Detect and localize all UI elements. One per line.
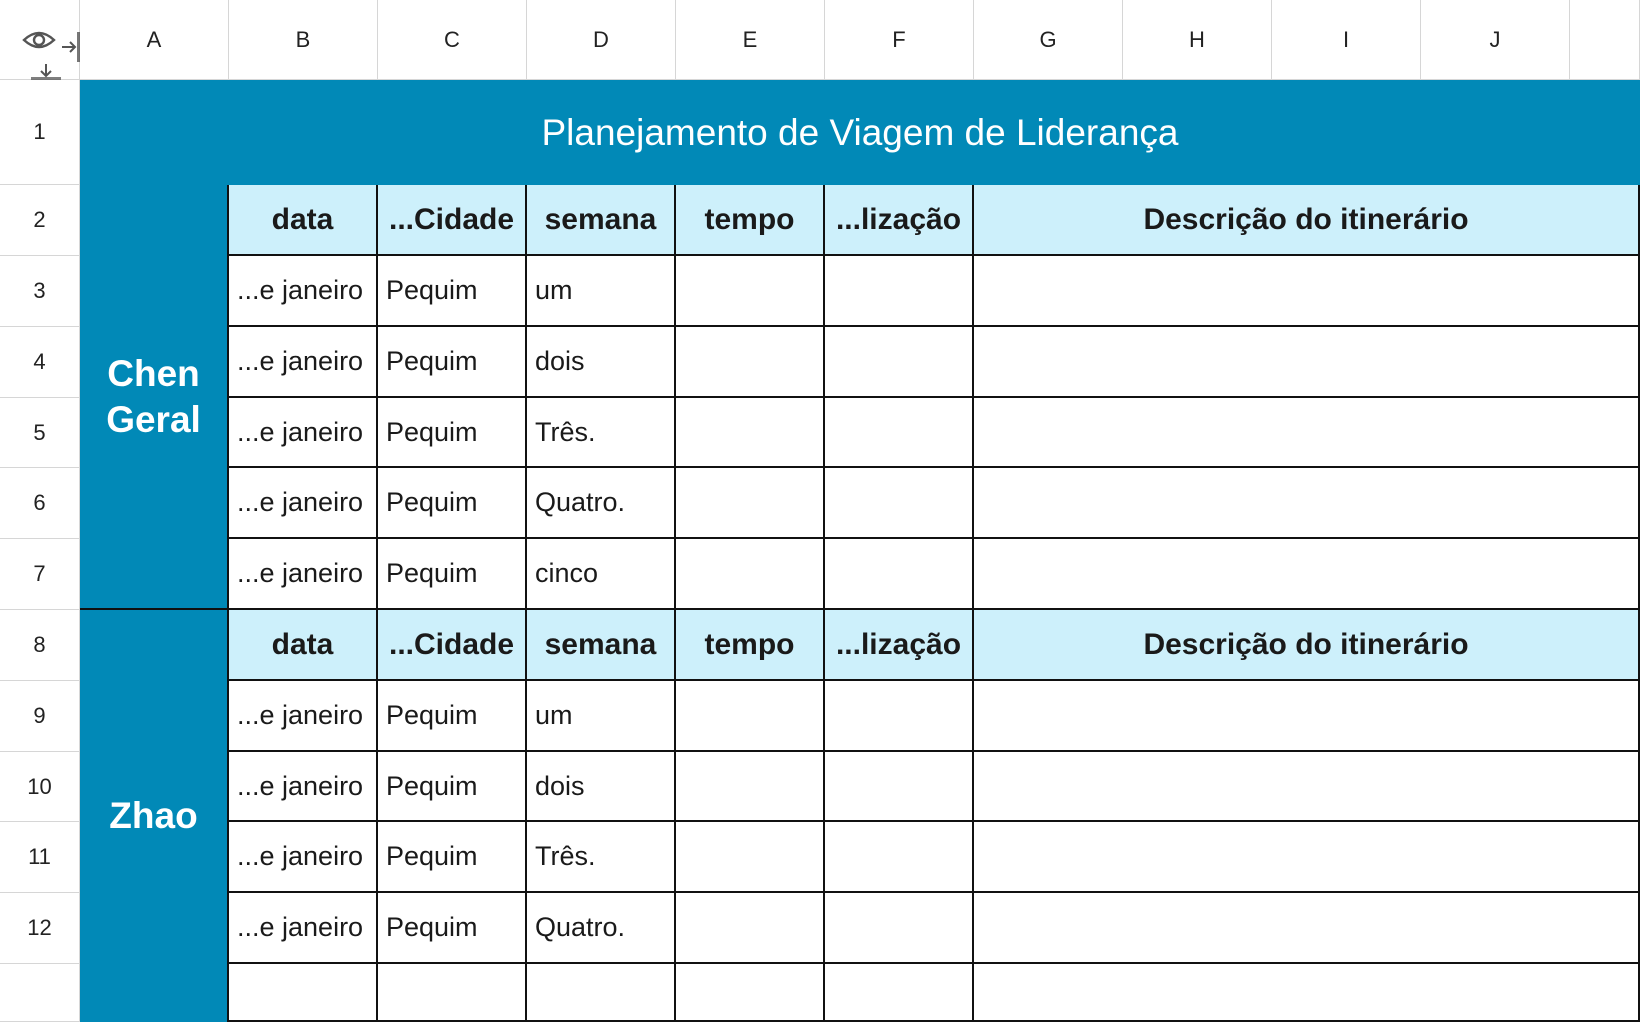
row-header-7[interactable]: 7 [0,539,80,610]
cell-time[interactable] [676,398,825,468]
cell-city[interactable]: Pequim [378,893,527,964]
cell-itinerary[interactable] [974,964,1640,1022]
row-header-1[interactable]: 1 [0,80,80,185]
cell-date[interactable]: ...e janeiro [229,893,378,964]
cell-week[interactable]: dois [527,752,676,822]
column-header-j[interactable]: J [1421,0,1570,80]
cell-time[interactable] [676,468,825,539]
cell-week[interactable]: cinco [527,539,676,610]
cell-week[interactable]: Três. [527,398,676,468]
header-itinerary[interactable]: Descrição do itinerário [974,185,1640,256]
cell-week[interactable]: um [527,681,676,752]
cell-itinerary[interactable] [974,681,1640,752]
cell-week[interactable]: Quatro. [527,468,676,539]
header-week[interactable]: semana [527,610,676,681]
column-header-i[interactable]: I [1272,0,1421,80]
cell-date[interactable]: ...e janeiro [229,681,378,752]
row-header-9[interactable]: 9 [0,681,80,752]
row-header-12[interactable]: 12 [0,893,80,964]
cell-location[interactable] [825,964,974,1022]
row-header-10[interactable]: 10 [0,752,80,822]
cell-city[interactable]: Pequim [378,822,527,893]
eye-icon[interactable] [22,26,56,54]
cell-city[interactable]: Pequim [378,256,527,327]
cell-itinerary[interactable] [974,893,1640,964]
header-itinerary[interactable]: Descrição do itinerário [974,610,1640,681]
header-date[interactable]: data [229,185,378,256]
row-header-8[interactable]: 8 [0,610,80,681]
row-header-6[interactable]: 6 [0,468,80,539]
header-location[interactable]: ...lização [825,610,974,681]
header-date[interactable]: data [229,610,378,681]
cell-city[interactable] [378,964,527,1022]
cell-city[interactable]: Pequim [378,327,527,398]
cell-city[interactable]: Pequim [378,752,527,822]
cell-time[interactable] [676,964,825,1022]
cell-location[interactable] [825,822,974,893]
cell-date[interactable]: ...e janeiro [229,468,378,539]
cell-itinerary[interactable] [974,539,1640,610]
cell-itinerary[interactable] [974,752,1640,822]
cell-date[interactable]: ...e janeiro [229,327,378,398]
cell-location[interactable] [825,893,974,964]
row-header-4[interactable]: 4 [0,327,80,398]
header-time[interactable]: tempo [676,610,825,681]
cell-week[interactable]: Três. [527,822,676,893]
cell-date[interactable]: ...e janeiro [229,256,378,327]
header-week[interactable]: semana [527,185,676,256]
cell-date[interactable]: ...e janeiro [229,539,378,610]
cell-itinerary[interactable] [974,398,1640,468]
header-location[interactable]: ...lização [825,185,974,256]
column-header-c[interactable]: C [378,0,527,80]
table-title[interactable]: Planejamento de Viagem de Liderança [80,80,1640,185]
column-header-h[interactable]: H [1123,0,1272,80]
column-header-f[interactable]: F [825,0,974,80]
column-header-b[interactable]: B [229,0,378,80]
cell-city[interactable]: Pequim [378,398,527,468]
row-header-11[interactable]: 11 [0,822,80,893]
leader-name-cell[interactable]: Chen Geral [80,185,229,610]
cell-city[interactable]: Pequim [378,539,527,610]
cell-week[interactable]: um [527,256,676,327]
cell-location[interactable] [825,327,974,398]
cell-time[interactable] [676,752,825,822]
cell-week[interactable] [527,964,676,1022]
cell-location[interactable] [825,539,974,610]
header-city[interactable]: ...Cidade [378,610,527,681]
cell-location[interactable] [825,398,974,468]
cell-week[interactable]: Quatro. [527,893,676,964]
cell-itinerary[interactable] [974,468,1640,539]
cell-time[interactable] [676,327,825,398]
cell-date[interactable]: ...e janeiro [229,822,378,893]
row-header-5[interactable]: 5 [0,398,80,468]
column-header-g[interactable]: G [974,0,1123,80]
column-header-d[interactable]: D [527,0,676,80]
cell-city[interactable]: Pequim [378,681,527,752]
cell-time[interactable] [676,893,825,964]
row-header-3[interactable]: 3 [0,256,80,327]
cell-time[interactable] [676,256,825,327]
cell-city[interactable]: Pequim [378,468,527,539]
column-header-e[interactable]: E [676,0,825,80]
cell-location[interactable] [825,752,974,822]
cell-itinerary[interactable] [974,822,1640,893]
cell-itinerary[interactable] [974,327,1640,398]
row-header-overflow [0,964,80,1022]
cell-time[interactable] [676,681,825,752]
row-header-2[interactable]: 2 [0,185,80,256]
header-city[interactable]: ...Cidade [378,185,527,256]
cell-date[interactable]: ...e janeiro [229,398,378,468]
cell-time[interactable] [676,539,825,610]
cell-date[interactable] [229,964,378,1022]
cell-location[interactable] [825,681,974,752]
cell-time[interactable] [676,822,825,893]
column-header-a[interactable]: A [80,0,229,80]
cell-week[interactable]: dois [527,327,676,398]
leader-name-cell[interactable]: Zhao [80,610,229,1022]
cell-itinerary[interactable] [974,256,1640,327]
column-header-overflow [1570,0,1640,80]
cell-location[interactable] [825,468,974,539]
cell-date[interactable]: ...e janeiro [229,752,378,822]
header-time[interactable]: tempo [676,185,825,256]
cell-location[interactable] [825,256,974,327]
